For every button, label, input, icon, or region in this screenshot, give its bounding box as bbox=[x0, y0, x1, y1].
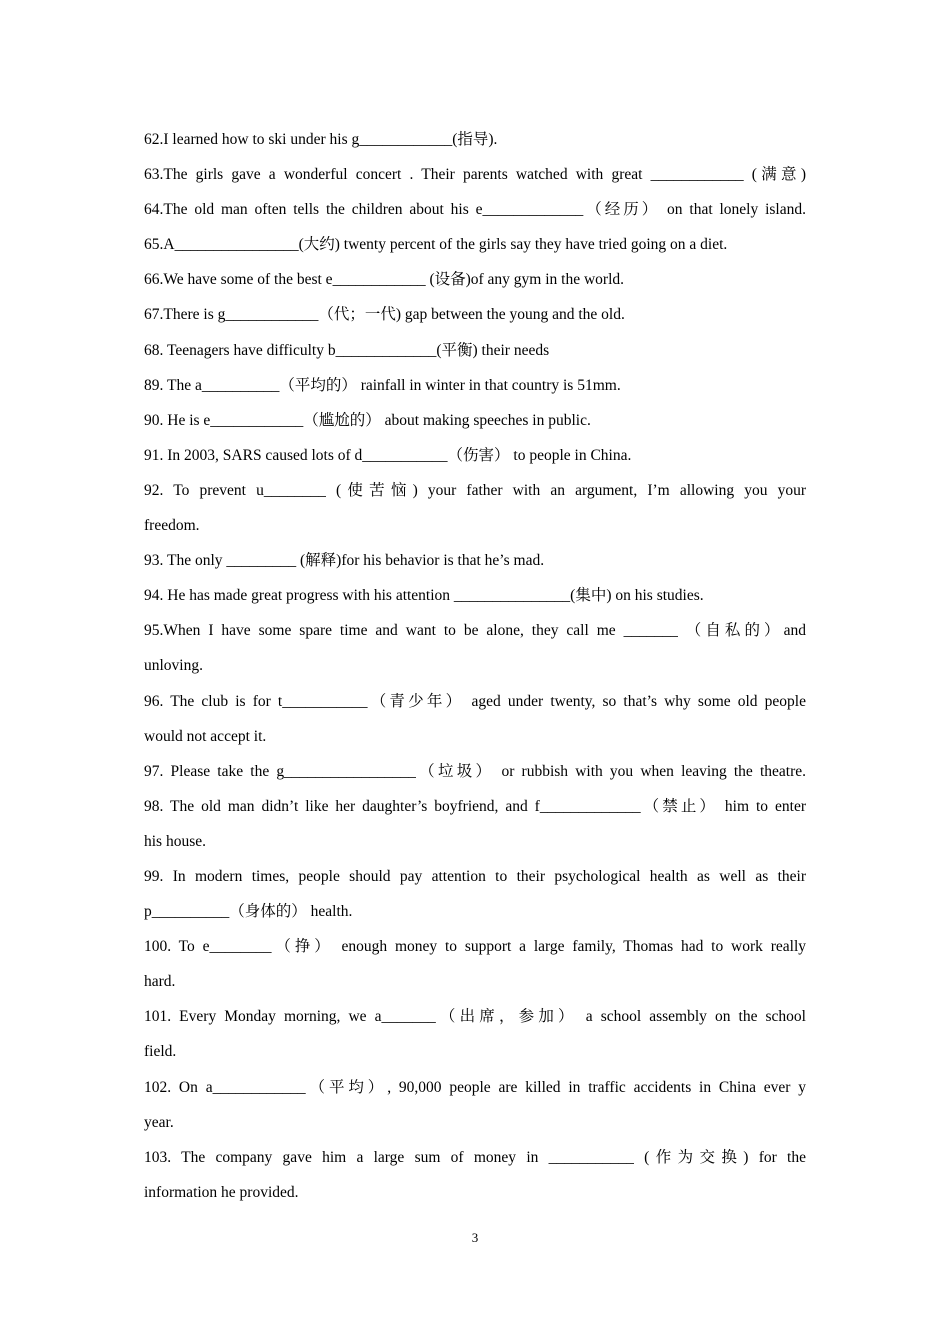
exercise-line: 94. He has made great progress with his attention _______________(集中) on his studies. bbox=[144, 587, 704, 605]
exercise-line: would not accept it. bbox=[144, 727, 267, 745]
exercise-line: 102. On a____________（平均）, 90,000 people are killed in traffic accidents in China ever y bbox=[144, 1078, 806, 1096]
exercise-line: 96. The club is for t___________（青少年） aged under twenty, so that’s why some old people bbox=[144, 692, 806, 710]
exercise-line: hard. bbox=[144, 973, 176, 991]
exercise-line: 95.When I have some spare time and want to be alone, they call me _______ （自私的）and bbox=[144, 622, 806, 640]
exercise-line: 63.The girls gave a wonderful concert . Their parents watched with great ____________ (满意) bbox=[144, 166, 806, 184]
exercise-line: his house. bbox=[144, 832, 206, 850]
exercise-line: 90. He is e____________（尴尬的） about making speeches in public. bbox=[144, 411, 591, 429]
exercise-line: 98. The old man didn’t like her daughter’s boyfriend, and f_____________（禁止） him to enter bbox=[144, 797, 806, 815]
page-number: 3 bbox=[471, 1230, 479, 1245]
exercise-line: 67.There is g____________（代；一代) gap between the young and the old. bbox=[144, 306, 625, 324]
exercise-line: 66.We have some of the best e____________ (设备)of any gym in the world. bbox=[144, 271, 625, 289]
exercise-line: 101. Every Monday morning, we a_______（出席，参加） a school assembly on the school bbox=[144, 1008, 806, 1026]
exercise-list bbox=[144, 122, 806, 1210]
exercise-line: 99. In modern times, people should pay attention to their psychological health as well as their bbox=[144, 867, 806, 885]
exercise-line: year. bbox=[144, 1113, 174, 1131]
exercise-line: 65.A________________(大约) twenty percent of the girls say they have tried going on a diet. bbox=[144, 236, 728, 254]
exercise-line: information he provided. bbox=[144, 1183, 299, 1201]
exercise-line: 92. To prevent u________ (使苦恼) your father with an argument, I’m allowing you your bbox=[144, 481, 806, 499]
exercise-line: 62.I learned how to ski under his g____________(指导). bbox=[144, 131, 498, 148]
exercise-line: 89. The a__________（平均的） rainfall in winter in that country is 51mm. bbox=[144, 376, 621, 394]
exercise-line: 64.The old man often tells the children about his e_____________（经历） on that lonely island. bbox=[144, 201, 806, 219]
exercise-line: p__________（身体的） health. bbox=[144, 903, 353, 921]
exercise-line: 68. Teenagers have difficulty b_____________(平衡) their needs bbox=[144, 341, 550, 359]
exercise-line: 91. In 2003, SARS caused lots of d___________（伤害） to people in China. bbox=[144, 446, 632, 464]
exercise-line: 93. The only _________ (解释)for his behavior is that he’s mad. bbox=[144, 552, 545, 570]
exercise-line: freedom. bbox=[144, 517, 200, 535]
exercise-line: field. bbox=[144, 1043, 177, 1061]
exercise-line: 100. To e________（挣） enough money to support a large family, Thomas had to work really bbox=[144, 938, 806, 956]
exercise-line: 103. The company gave him a large sum of money in ___________ (作为交换) for the bbox=[144, 1148, 806, 1166]
exercise-line: 97. Please take the g_________________（垃圾） or rubbish with you when leaving the theatre. bbox=[144, 762, 806, 780]
exercise-line: unloving. bbox=[144, 657, 203, 675]
